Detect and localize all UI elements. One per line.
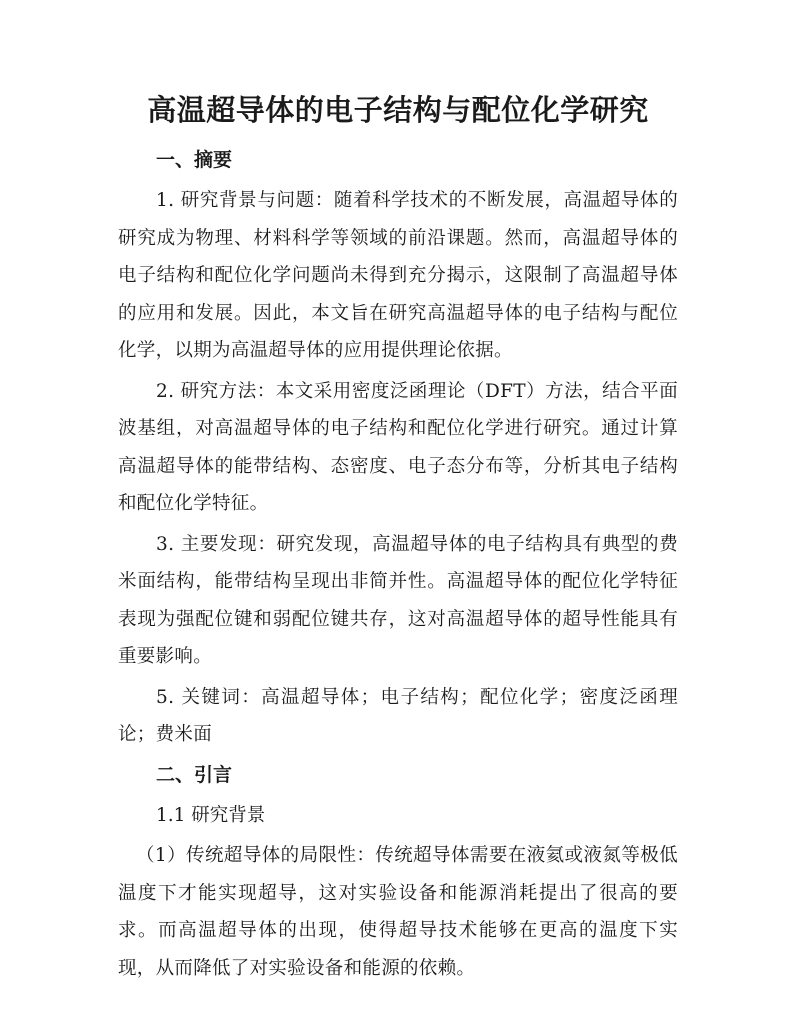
section-heading-abstract: 一、摘要	[156, 149, 233, 171]
section-heading-introduction: 二、引言	[156, 763, 233, 786]
abstract-paragraph-method: 2. 研究方法：本文采用密度泛函理论（DFT）方法，结合平面波基组，对高温超导体的电子结构和配位化学进行研究。通过计算高温超导体的能带结构、态密度、电子态分布等，分析其电子结构和配位化学特征。	[118, 380, 678, 514]
abstract-paragraph-background: 1. 研究背景与问题：随着科学技术的不断发展，高温超导体的研究成为物理、材料科学等领域的前沿课题。然而，高温超导体的电子结构和配位化学问题尚未得到充分揭示，这限制了高温超导体的应用和发展。因此，本文旨在研究高温超导体的电子结构与配位化学，以期为高温超导体的应用提供理论依据。	[118, 190, 678, 361]
document-page	[118, 88, 678, 987]
page-title: 高温超导体的电子结构与配位化学研究	[147, 93, 649, 127]
abstract-paragraph-keywords: 5. 关键词：高温超导体；电子结构；配位化学；密度泛函理论；费米面	[118, 686, 678, 745]
subsection-heading-research-background: 1.1 研究背景	[156, 804, 266, 826]
intro-paragraph: （1）传统超导体的局限性：传统超导体需要在液氦或液氮等极低温度下才能实现超导，这对实验设备和能源消耗提出了很高的要求。而高温超导体的出现，使得超导技术能够在更高的温度下实现，从而降低了对实验设备和能源的依赖。	[118, 845, 678, 979]
abstract-paragraph-findings: 3. 主要发现：研究发现，高温超导体的电子结构具有典型的费米面结构，能带结构呈现出非简并性。高温超导体的配位化学特征表现为强配位键和弱配位键共存，这对高温超导体的超导性能具有重要影响。	[118, 533, 678, 667]
